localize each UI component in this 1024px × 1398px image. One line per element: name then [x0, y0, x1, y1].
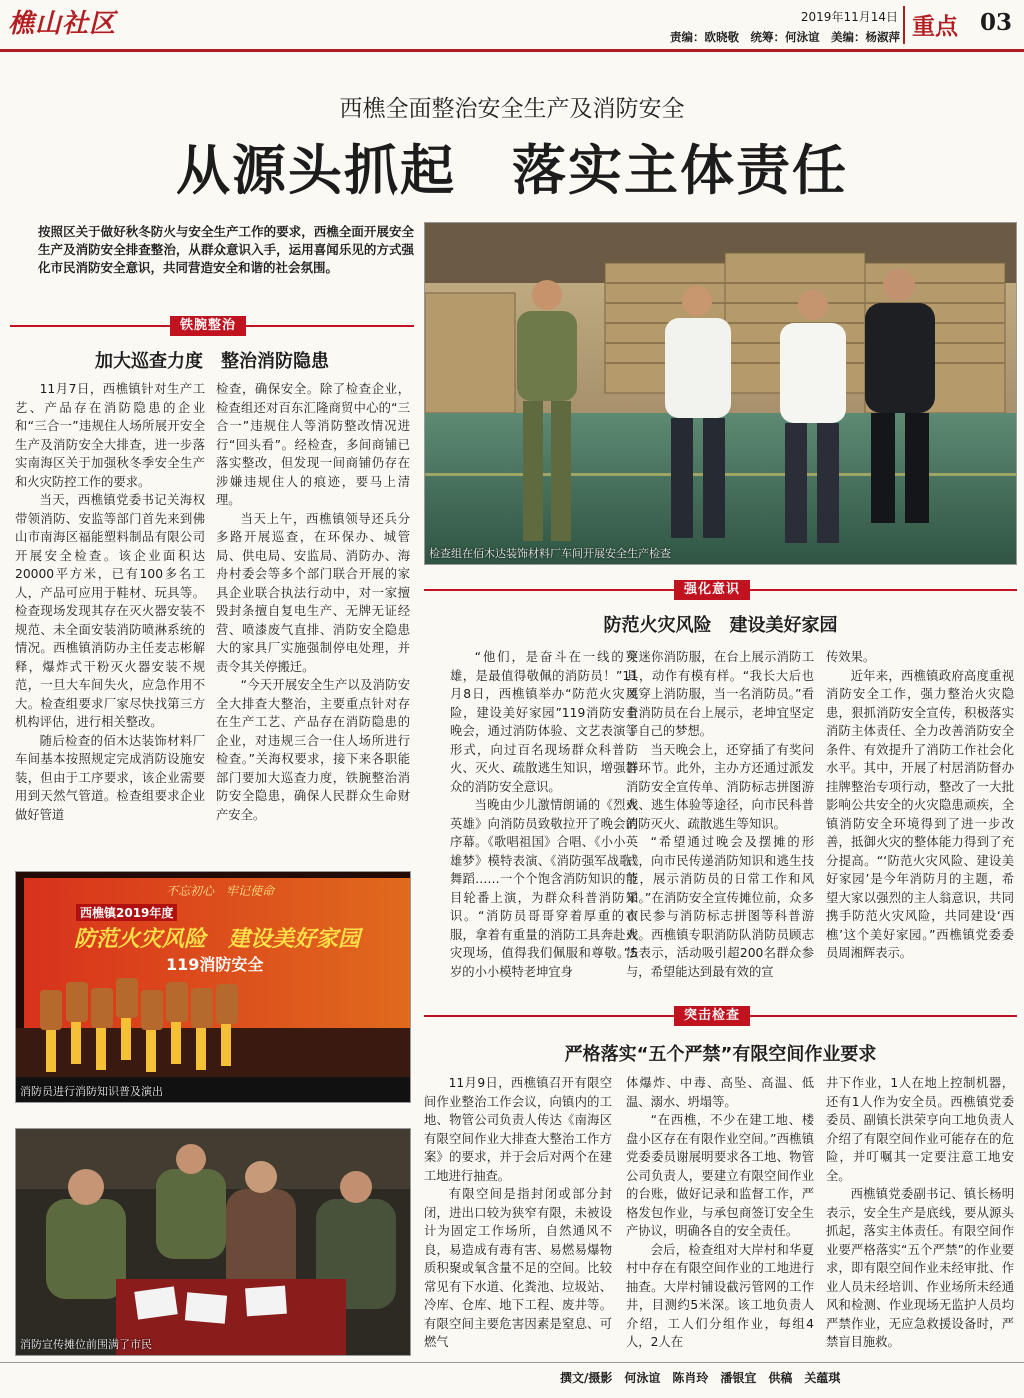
section2-col1-p2: 当晚由少儿激情朗诵的《烈火英雄》向消防员致敬拉开了晚会的序幕。《歌唱祖国》合唱、《小小英雄梦》模特表演、《消防强军战歌》舞蹈……一个个饱含消防知识的节目轮番上演，为群众科普消防知识。“消防员哥哥穿着厚重的衣服，拿着有重量的消防工具奔赴火灾现场，值得我们佩服和尊敬。”5岁的小小模特老坤宜身 [450, 798, 638, 979]
section1-col2-p1: 检查，确保安全。除了检查企业，检查组还对百东汇隆商贸中心的“三合一”违规住人等消防整改情况进行“回头看”。经检查，多间商铺已落实整改，但发现一间商铺仍存在涉嫌违规住人的痕迹，要马上清理。 [216, 382, 410, 507]
section3-tag-row [424, 1006, 1017, 1026]
section2-col2-p2: 当天晚会上，还穿插了有奖问答环节。此外，主办方还通过派发消防安全宣传单、消防标志拼图游戏、逃生体验等途径，向市民科普消防灭火、疏散逃生等知识。 [626, 742, 814, 831]
section3-col1-p1: 11月9日，西樵镇召开有限空间作业整治工作会议，向镇内的工地、物管公司负责人传达《南海区有限空间作业大排查大整治工作方案》的要求，并于会后对两个在建工地进行抽查。 [424, 1076, 612, 1183]
booth-photo-caption: 消防宣传摊位前围满了市民 [20, 1338, 152, 1351]
section1-tag: 铁腕整治 [170, 316, 246, 336]
article-credits: 撰文/摄影 何泳谊 陈肖玲 潘银宜 供稿 关蕴琪 [560, 1371, 841, 1385]
issue-date: 2019年11月14日 [800, 10, 898, 24]
masthead-logo: 樵山社区 [8, 9, 117, 39]
section1-col2-p2: 当天上午，西樵镇领导还兵分多路开展巡查，在环保办、城管局、供电局、安监局、消防办、海舟村委会等多个部门联合开展的家具企业联合执法行动中，对一家擅毁封条擅自复电生产、无牌无证经营、喷漆废气直排、消防安全隐患大的家具厂实施强制停电处理，并责令其关停搬迁。 [216, 511, 410, 674]
section3-col1 [424, 1074, 612, 1352]
section2-col3-p2: 近年来，西樵镇政府高度重视消防安全工作，强力整治火灾隐患，狠抓消防安全宣传，积极落实消防主体责任、全力改善消防安全条件、有效提升了消防工作社会化水平。其中，开展了村居消防督办挂牌整治专项行动，整改了一大批影响公共安全的火灾隐患顽疾，全镇消防安全环境得到了进一步改善，抵御火灾的整体能力得到了充分提高。“‘防范火灾风险、建设美好家园’是今年消防月的主题，希望大家以强烈的主人翁意识，共同携手防范火灾风险，共同建设‘西樵’这个美好家园。”西樵镇党委委员周湘辉表示。 [826, 668, 1014, 960]
section1-tag-row [10, 316, 414, 336]
inspection-photo [424, 222, 1017, 565]
footer-rule [0, 1362, 1024, 1363]
inspection-photo-caption: 检查组在佰木达装饰材料厂车间开展安全生产检查 [429, 547, 671, 560]
booth-photo [15, 1128, 411, 1356]
section3-col1-p2: 有限空间是指封闭或部分封闭，进出口较为狭窄有限，未被设计为固定工作场所，自然通风不良，易造成有毒有害、易燃易爆物质积聚或氧含量不足的空间。比较常见有下水道、化粪池、垃圾站、冷库、仓库、地下工程、废井等。有限空间主要危害因素是窒息、可燃气 [424, 1187, 612, 1349]
section1-col1-p2: 当天，西樵镇党委书记关海权带领消防、安监等部门首先来到佛山市南海区福能塑料制品有限公司开展安全检查。该企业面积达20000平方米，已有100多名工人，产品可应用于鞋材、玩具等。检查现场发现其存在灭火器安装不规范、未全面安装消防喷淋系统的情况。西樵镇消防办主任麦志彬解释，爆炸式干粉灭火器安装不规范，一旦大车间失火，应急作用不大。检查组要求厂家尽快找第三方机构评估，进行相关整改。 [15, 493, 205, 729]
section2-col1 [450, 648, 638, 981]
article-kicker: 西樵全面整治安全生产及消防安全 [339, 96, 685, 122]
section1-col1 [15, 380, 205, 824]
section2-title: 防范火灾风险 建设美好家园 [603, 615, 838, 636]
section2-col2 [626, 648, 814, 981]
section3-tag: 突击检查 [674, 1006, 750, 1026]
stage-banner-top: 不忘初心 牢记使命 [166, 884, 275, 898]
section1-col1-p1: 11月7日，西樵镇针对生产工艺、产品存在消防隐患的企业和“三合一”违规住人场所展开安全生产及消防安全大排查，进一步落实南海区关于加强秋冬季安全生产和火灾防控工作的要求。 [15, 382, 205, 489]
stage-banner-event: 119消防安全 [166, 955, 264, 974]
page-number: 03 [980, 9, 1013, 36]
section2-col3 [826, 648, 1014, 963]
stage-photo-caption: 消防员进行消防知识普及演出 [20, 1085, 163, 1098]
section3-col3 [826, 1074, 1014, 1352]
section2-tag: 强化意识 [674, 580, 750, 600]
section3-col2-p3: 会后，检查组对大岸村和华夏村中存在有限空间作业的工地进行抽查。大岸村铺设截污管网的工作井，目测约5米深。该工地负责人介绍，工人们分组作业，每组4人，2人在 [626, 1242, 814, 1349]
article-lead: 按照区关于做好秋冬防火与安全生产工作的要求，西樵全面开展安全生产及消防安全排查整治，从群众意识入手，运用喜闻乐见的方式强化市民消防安全意识，共同营造安全和谐的社会氛围。 [38, 224, 414, 275]
section1-col2-p3: “今天开展安全生产以及消防安全大排查大整治，主要重点针对存在生产工艺、产品存在消防隐患的企业，对违规三合一住人场所进行检查。”关海权要求，接下来各职能部门要加大巡查力度，铁腕整治消防安全隐患，确保人民群众生命财产安全。 [216, 678, 410, 822]
section3-title: 严格落实“五个严禁”有限空间作业要求 [564, 1044, 877, 1065]
article-headline: 从源头抓起 落实主体责任 [176, 139, 848, 202]
masthead-divider [903, 6, 905, 44]
section2-tag-row [424, 580, 1017, 600]
section1-title: 加大巡查力度 整治消防隐患 [95, 351, 329, 372]
stage-photo [15, 871, 411, 1103]
booth-photo-art [16, 1129, 411, 1356]
section-name: 重点 [912, 14, 958, 40]
section3-col2-p2: “在西樵，不少在建工地、楼盘小区存在有限作业空间。”西樵镇党委委员谢展明要求各工地、物管公司负责人，要建立有限空间作业的台账，做好记录和监督工作，严格发包作业，与承包商签订安全生产协议，明确各自的安全责任。 [626, 1113, 814, 1238]
section2-col2-p3: “希望通过晚会及摆摊的形式，向市民传递消防知识和逃生技能，展示消防员的日常工作和风采。”在消防安全宣传摊位前，众多市民参与消防标志拼图等科普游戏。西樵镇专职消防队消防员顾志法表示，活动吸引超200名群众参与，希望能达到最有效的宣 [626, 835, 814, 979]
section3-col3-p1: 井下作业，1人在地上控制机器，还有1人作为安全员。西樵镇党委委员、副镇长洪荣亨向工地负责人介绍了有限空间作业可能存在的危险，并叮嘱其一定要注意工地安全。 [826, 1076, 1014, 1183]
section2-col2-p1: 穿迷你消防服，在台上展示消防工具，动作有模有样。“我长大后也要穿上消防服，当一名消防员。”看着消防员在台上展示，老坤宜坚定了自己的梦想。 [626, 650, 814, 738]
stage-banner-main: 防范火灾风险 建设美好家园 [74, 927, 361, 952]
section1-col1-p3: 随后检查的佰木达装饰材料厂车间基本按照规定完成消防设施安装，但由于工序要求，该企业需要用到天然气管道。检查组要求企业做好管道 [15, 733, 205, 822]
section3-col2 [626, 1074, 814, 1352]
stage-banner-sub: 西樵镇2019年度 [76, 904, 177, 921]
section2-col1-p1: “他们，是奋斗在一线的英雄，是最值得敬佩的消防员！”11月8日，西樵镇举办“防范火灾风险，建设美好家园”119消防安全晚会，通过消防体验、文艺表演等形式，向过百名现场群众科普防火、灭火、疏散逃生知识，增强群众的消防安全意识。 [450, 650, 638, 794]
inspection-photo-art [425, 223, 1017, 565]
masthead-rule [0, 49, 1024, 52]
section1-col2 [216, 380, 410, 824]
section3-col3-p2: 西樵镇党委副书记、镇长杨明表示，安全生产是底线，要从源头抓起，落实主体责任。有限空间作业要严格落实“五个严禁”的作业要求，即有限空间作业未经审批、作业人员未经培训、作业场所未经通风和检测、作业现场无监护人员均严禁作业，无应急救援设备时，严禁盲目施救。 [826, 1187, 1014, 1349]
section2-col3-p1: 传效果。 [826, 650, 876, 664]
section3-col2-p1: 体爆炸、中毒、高坠、高温、低温、溺水、坍塌等。 [626, 1076, 814, 1109]
editors-line: 责编：欧晓敬 统筹：何泳谊 美编：杨淑萍 [670, 30, 900, 44]
